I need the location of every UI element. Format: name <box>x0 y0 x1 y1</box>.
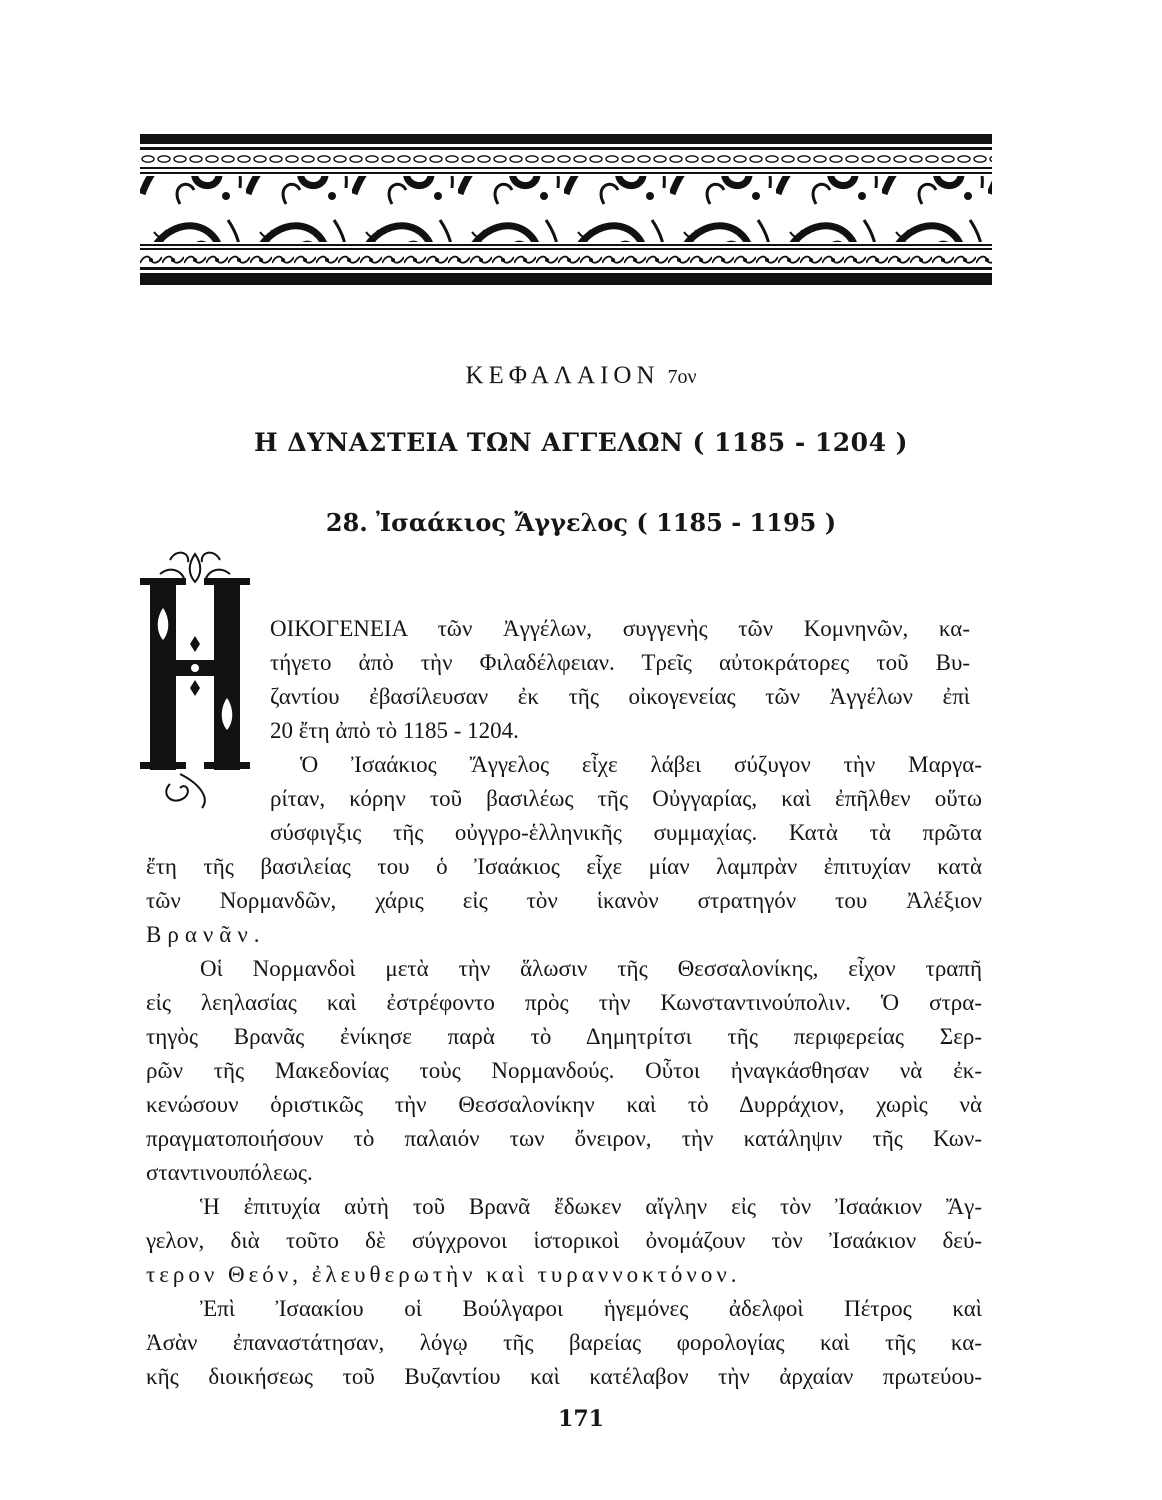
text-line: Ἡ ἐπιτυχία αὐτὴ τοῦ Βρανᾶ ἔδωκεν αἴγλην εἰς τὸν Ἰσαάκιον Ἄγ- <box>200 1194 982 1219</box>
text-line: ρίταν, κόρην τοῦ βασιλέως τῆς Οὐγγαρίας, καὶ ἐπῆλθεν οὕτω <box>270 786 982 811</box>
text-line: τήγετο ἀπὸ τὴν Φιλαδέλφειαν. Τρεῖς αὐτοκράτορες τοῦ Βυ- <box>270 650 970 675</box>
text-line: κενώσουν ὁριστικῶς τὴν Θεσσαλονίκην καὶ τὸ Δυρράχιον, χωρὶς νὰ <box>146 1092 982 1117</box>
text-line: ΟΙΚΟΓΕΝΕΙΑ τῶν Ἀγγέλων, συγγενὴς τῶν Κομνηνῶν, κα- <box>270 616 970 641</box>
text-line: πραγματοποιήσουν τὸ παλαιόν των ὄνειρον, τὴν κατάληψιν τῆς Κων- <box>146 1126 982 1151</box>
text-line: τηγὸς Βρανᾶς ἐνίκησε παρὰ τὸ Δημητρίτσι τῆς περιφερείας Σερ- <box>146 1024 982 1049</box>
text-line: σύσφιγξις τῆς οὐγγρο-ἑλληνικῆς συμμαχίας. Κατὰ τὰ πρῶτα <box>270 820 982 845</box>
text-line: κῆς διοικήσεως τοῦ Βυζαντίου καὶ κατέλαβον τὴν ἀρχαίαν πρωτεύου- <box>146 1364 982 1389</box>
text-line: 20 ἔτη ἀπὸ τὸ 1185 - 1204. <box>270 718 519 743</box>
text-line: Οἱ Νορμανδοὶ μετὰ τὴν ἅλωσιν τῆς Θεσσαλονίκης, εἶχον τραπῆ <box>200 956 982 981</box>
text-line: σταντινουπόλεως. <box>146 1160 313 1185</box>
ornamental-banner <box>140 134 992 292</box>
section-heading: 28. Ἰσαάκιος Ἄγγελος ( 1185 - 1195 ) <box>325 508 837 537</box>
text-line: Ὁ Ἰσαάκιος Ἄγγελος εἶχε λάβει σύζυγον τὴν Μαργα- <box>300 752 982 777</box>
page-number: 171 <box>558 1406 604 1432</box>
text-line: Ἐπὶ Ἰσαακίου οἱ Βούλγαροι ἡγεμόνες ἀδελφοὶ Πέτρος καὶ <box>200 1296 982 1321</box>
text-line: Βρανᾶν. <box>146 922 266 947</box>
decorated-initial <box>140 548 250 810</box>
text-line: τερον Θεόν, ἐλευθερωτὴν καὶ τυραννοκτόνον. <box>146 1262 741 1287</box>
text-line: εἰς λεηλασίας καὶ ἐστρέφοντο πρὸς τὴν Κωνσταντινούπολιν. Ὁ στρα- <box>146 990 982 1015</box>
chapter-heading <box>0 362 1162 390</box>
chapter-number: 7ον <box>667 366 697 388</box>
dynasty-title: Η ΔΥΝΑΣΤΕΙΑ ΤΩΝ ΑΓΓΕΛΩΝ ( 1185 - 1204 ) <box>253 428 909 457</box>
text-line: ἔτη τῆς βασιλείας του ὁ Ἰσαάκιος εἶχε μίαν λαμπρὰν ἐπιτυχίαν κατὰ <box>146 854 982 879</box>
text-line: τῶν Νορμανδῶν, χάρις εἰς τὸν ἱκανὸν στρατηγόν του Ἀλέξιον <box>146 888 982 913</box>
text-line: ζαντίου ἐβασίλευσαν ἐκ τῆς οἰκογενείας τῶν Ἀγγέλων ἐπὶ <box>270 684 970 709</box>
text-line: ρῶν τῆς Μακεδονίας τοὺς Νορμανδούς. Οὗτοι ἠναγκάσθησαν νὰ ἐκ- <box>146 1058 982 1083</box>
text-line: γελον, διὰ τοῦτο δὲ σύγχρονοι ἱστορικοὶ ὀνομάζουν τὸν Ἰσαάκιον δεύ- <box>146 1228 982 1253</box>
text-line: Ἀσὰν ἐπαναστάτησαν, λόγῳ τῆς βαρείας φορολογίας καὶ τῆς κα- <box>146 1330 982 1355</box>
chapter-label: ΚΕΦΑΛΑΙΟΝ <box>465 362 660 389</box>
